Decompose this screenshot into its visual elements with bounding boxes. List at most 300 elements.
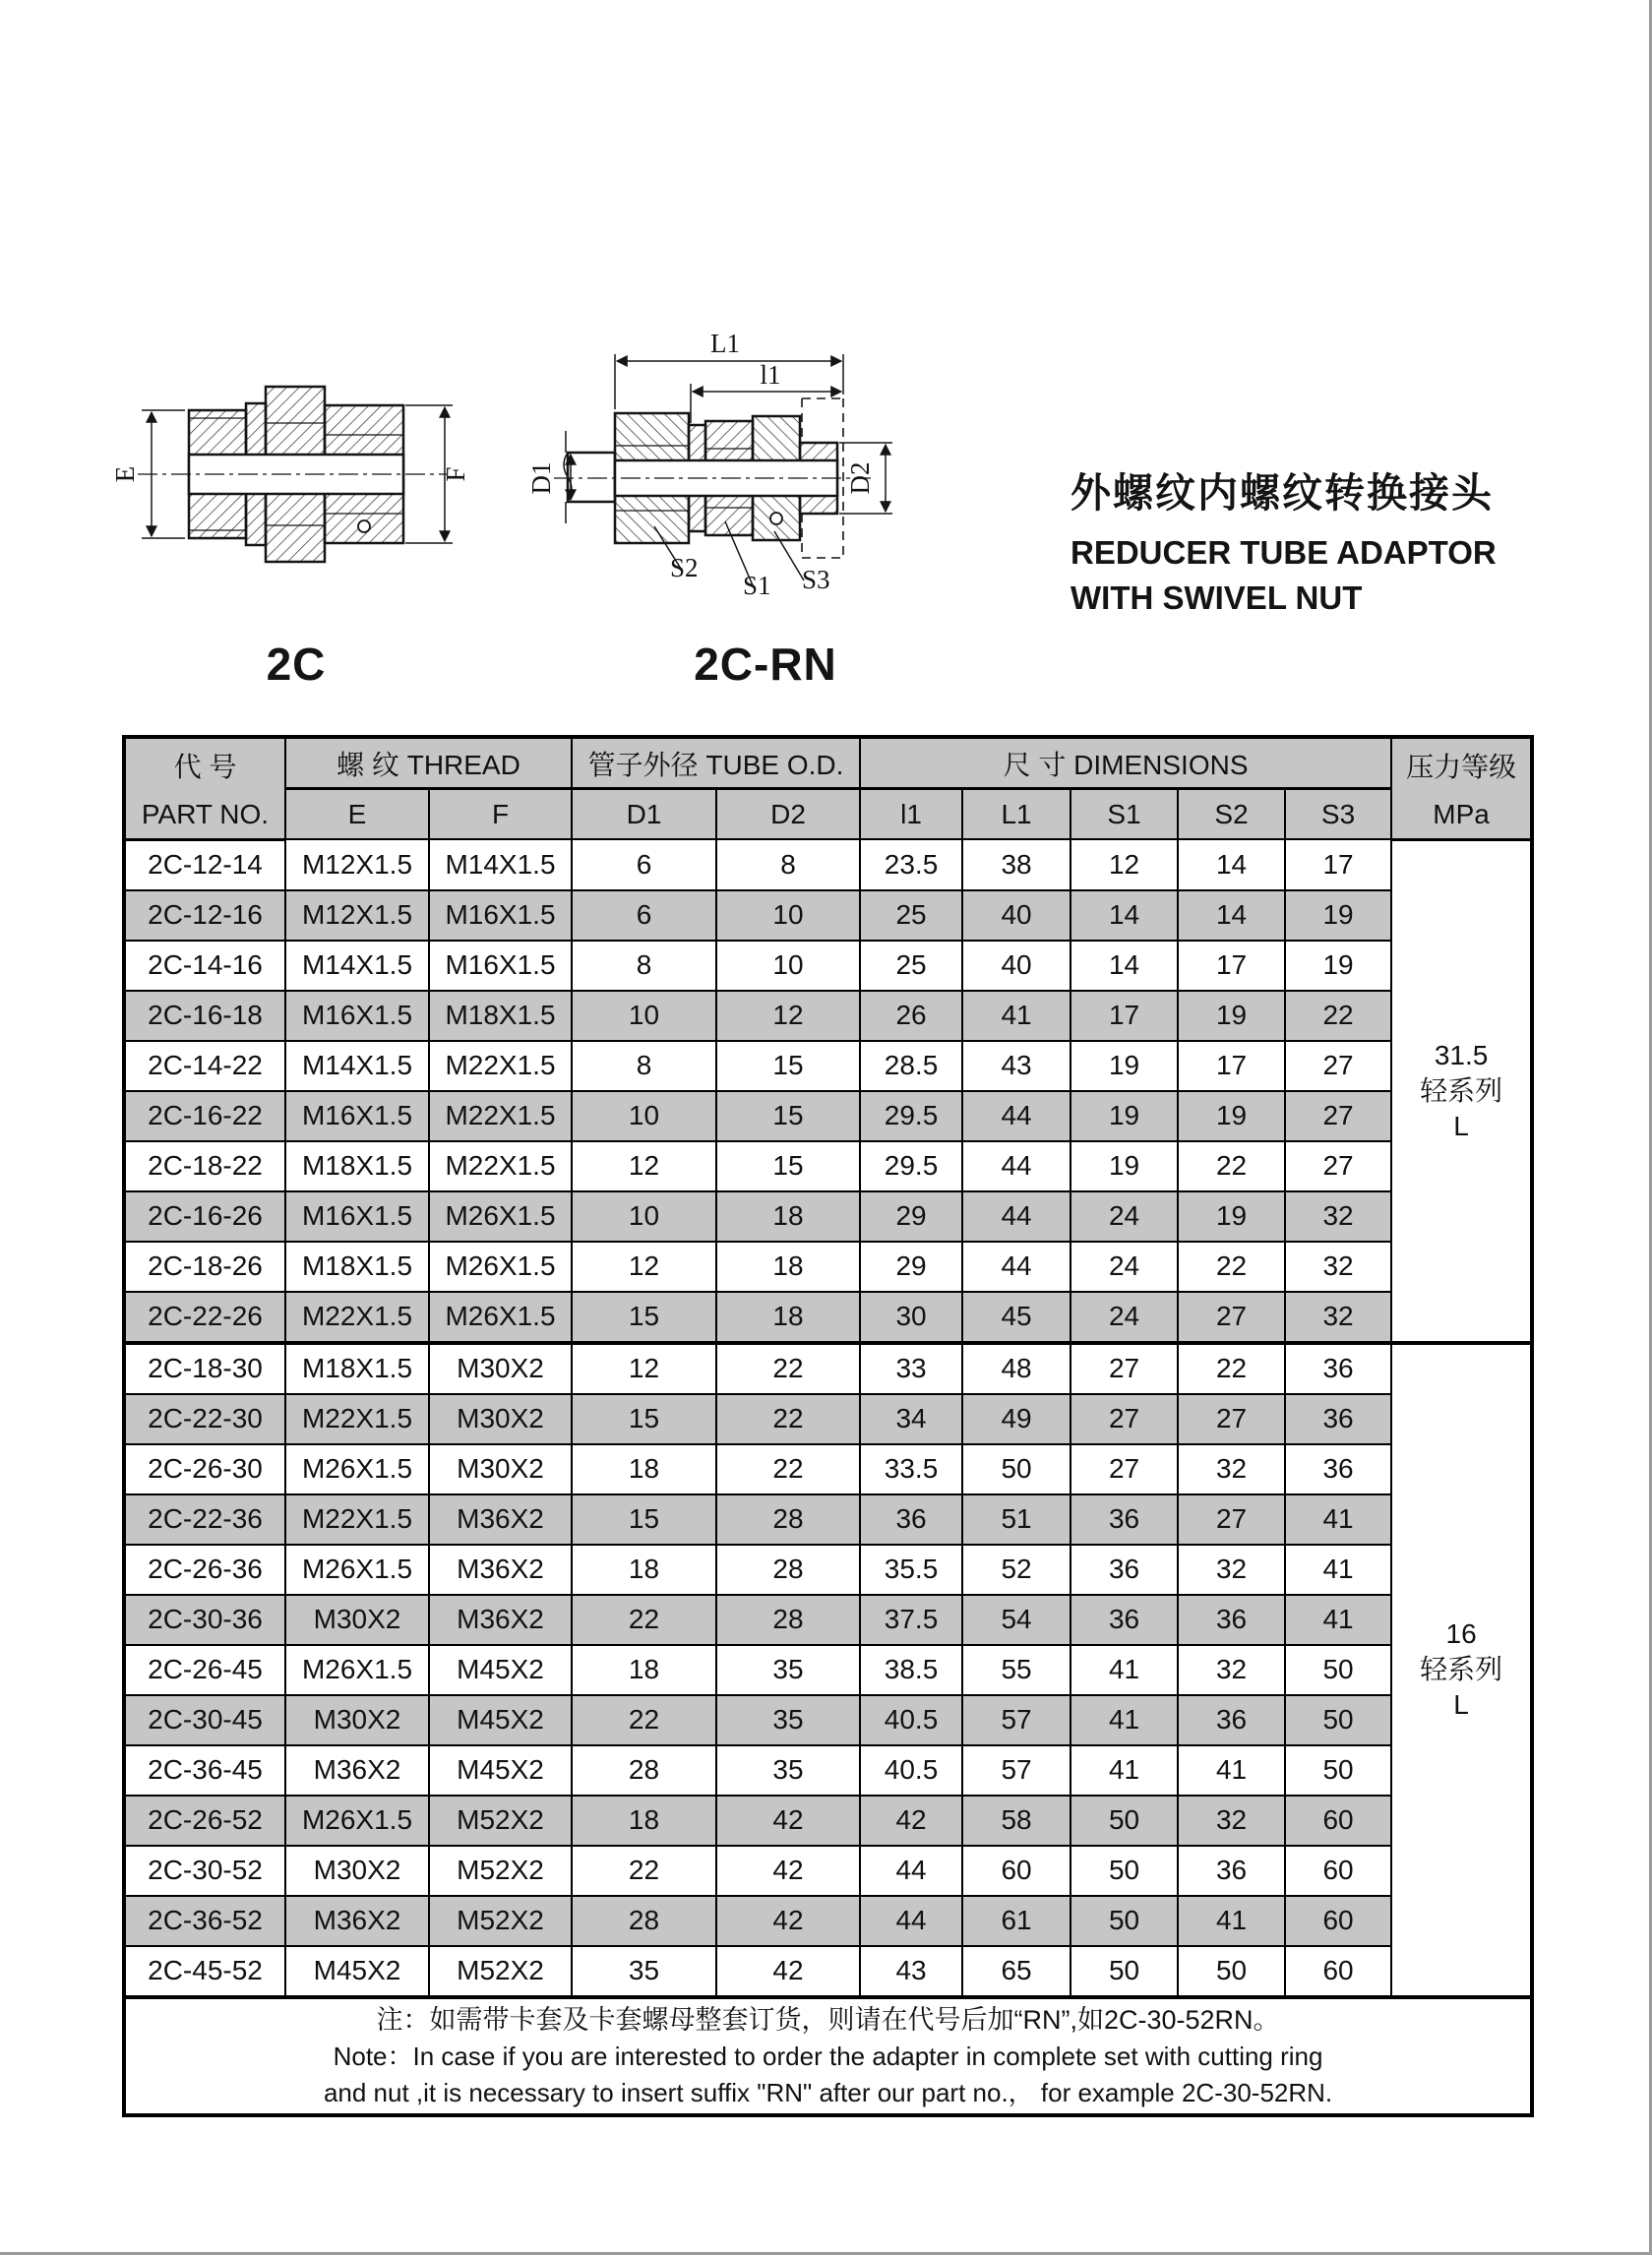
cell-L1: 45 xyxy=(962,1292,1071,1343)
cell-s3: 50 xyxy=(1285,1745,1391,1796)
dim-label-e: E xyxy=(110,465,140,483)
cell-s1: 14 xyxy=(1071,941,1178,991)
cell-d2: 15 xyxy=(716,1041,860,1091)
cell-d1: 28 xyxy=(572,1745,716,1796)
drawing-2c xyxy=(98,325,482,620)
cell-part_no: 2C-30-36 xyxy=(124,1595,285,1645)
cell-l1: 29 xyxy=(860,1191,962,1242)
cell-l1: 36 xyxy=(860,1494,962,1545)
cell-part_no: 2C-26-52 xyxy=(124,1796,285,1846)
cell-l1: 37.5 xyxy=(860,1595,962,1645)
cell-part_no: 2C-36-45 xyxy=(124,1745,285,1796)
cell-e: M30X2 xyxy=(285,1595,429,1645)
table-row xyxy=(124,1545,1532,1595)
header-part-no-zh: 代 号 xyxy=(173,752,237,783)
cell-e: M16X1.5 xyxy=(285,1191,429,1242)
cell-l1: 34 xyxy=(860,1394,962,1444)
header-dimensions: 尺 寸 DIMENSIONS xyxy=(860,737,1391,789)
cell-e: M36X2 xyxy=(285,1745,429,1796)
cell-s2: 32 xyxy=(1178,1645,1285,1695)
cell-s1: 50 xyxy=(1071,1846,1178,1896)
cell-L1: 44 xyxy=(962,1242,1071,1292)
cell-e: M14X1.5 xyxy=(285,1041,429,1091)
cell-e: M36X2 xyxy=(285,1896,429,1946)
cell-f: M36X2 xyxy=(429,1494,572,1545)
cell-l1: 30 xyxy=(860,1292,962,1343)
cell-part_no: 2C-18-30 xyxy=(124,1343,285,1394)
dim-label-s3: S3 xyxy=(802,565,830,594)
cell-f: M26X1.5 xyxy=(429,1292,572,1343)
table-row xyxy=(124,839,1532,890)
cell-L1: 57 xyxy=(962,1695,1071,1745)
cell-s3: 41 xyxy=(1285,1595,1391,1645)
table-row xyxy=(124,1846,1532,1896)
cell-d1: 10 xyxy=(572,1091,716,1141)
subheader-l1: l1 xyxy=(860,789,962,840)
cell-L1: 58 xyxy=(962,1796,1071,1846)
cell-f: M26X1.5 xyxy=(429,1242,572,1292)
dim-l1-cap xyxy=(615,354,843,409)
cell-e: M18X1.5 xyxy=(285,1141,429,1191)
cell-L1: 44 xyxy=(962,1191,1071,1242)
cell-L1: 40 xyxy=(962,890,1071,941)
cell-d1: 18 xyxy=(572,1444,716,1494)
cell-s3: 36 xyxy=(1285,1343,1391,1394)
cell-d1: 18 xyxy=(572,1645,716,1695)
cell-s3: 32 xyxy=(1285,1191,1391,1242)
cell-d2: 28 xyxy=(716,1494,860,1545)
cell-f: M26X1.5 xyxy=(429,1191,572,1242)
table-row xyxy=(124,1394,1532,1444)
cell-s2: 27 xyxy=(1178,1292,1285,1343)
cell-s2: 14 xyxy=(1178,839,1285,890)
dim-label-L1: L1 xyxy=(710,329,740,358)
cell-s3: 19 xyxy=(1285,890,1391,941)
cell-s2: 27 xyxy=(1178,1394,1285,1444)
cell-s3: 17 xyxy=(1285,839,1391,890)
cell-e: M26X1.5 xyxy=(285,1545,429,1595)
cell-part_no: 2C-30-52 xyxy=(124,1846,285,1896)
table-row xyxy=(124,890,1532,941)
cell-d2: 42 xyxy=(716,1796,860,1846)
cell-d2: 8 xyxy=(716,839,860,890)
cell-s1: 36 xyxy=(1071,1595,1178,1645)
cell-d2: 18 xyxy=(716,1191,860,1242)
cell-d2: 15 xyxy=(716,1141,860,1191)
cell-e: M16X1.5 xyxy=(285,991,429,1041)
cell-l1: 38.5 xyxy=(860,1645,962,1695)
cell-s1: 19 xyxy=(1071,1041,1178,1091)
table-row xyxy=(124,1645,1532,1695)
cell-s1: 36 xyxy=(1071,1494,1178,1545)
cell-s3: 27 xyxy=(1285,1141,1391,1191)
cell-s2: 41 xyxy=(1178,1745,1285,1796)
cell-s3: 36 xyxy=(1285,1394,1391,1444)
cell-part_no: 2C-45-52 xyxy=(124,1946,285,1997)
cell-part_no: 2C-14-22 xyxy=(124,1041,285,1091)
cell-L1: 51 xyxy=(962,1494,1071,1545)
cell-l1: 33 xyxy=(860,1343,962,1394)
cell-L1: 52 xyxy=(962,1545,1071,1595)
table-row xyxy=(124,1292,1532,1343)
cell-L1: 44 xyxy=(962,1141,1071,1191)
cell-d2: 10 xyxy=(716,890,860,941)
cell-l1: 43 xyxy=(860,1946,962,1997)
cell-d2: 12 xyxy=(716,991,860,1041)
dim-label-f: F xyxy=(441,466,470,482)
cell-L1: 65 xyxy=(962,1946,1071,1997)
cell-l1: 42 xyxy=(860,1796,962,1846)
dim-label-s2: S2 xyxy=(670,553,699,582)
cell-part_no: 2C-16-18 xyxy=(124,991,285,1041)
dim-label-d1: D1 xyxy=(526,461,556,495)
cell-L1: 40 xyxy=(962,941,1071,991)
note-row xyxy=(124,1997,1532,2115)
cell-part_no: 2C-22-30 xyxy=(124,1394,285,1444)
cell-s2: 36 xyxy=(1178,1695,1285,1745)
cell-d1: 12 xyxy=(572,1343,716,1394)
cell-s3: 50 xyxy=(1285,1645,1391,1695)
cell-d1: 18 xyxy=(572,1796,716,1846)
cell-f: M52X2 xyxy=(429,1946,572,1997)
cell-f: M14X1.5 xyxy=(429,839,572,890)
cell-f: M30X2 xyxy=(429,1394,572,1444)
cell-L1: 44 xyxy=(962,1091,1071,1141)
cell-s1: 24 xyxy=(1071,1292,1178,1343)
cell-d1: 22 xyxy=(572,1695,716,1745)
cell-f: M16X1.5 xyxy=(429,941,572,991)
cell-d1: 6 xyxy=(572,839,716,890)
pressure-line: L xyxy=(1453,1689,1469,1720)
cell-s2: 17 xyxy=(1178,1041,1285,1091)
cell-part_no: 2C-12-14 xyxy=(124,839,285,890)
cell-e: M22X1.5 xyxy=(285,1494,429,1545)
cell-s2: 50 xyxy=(1178,1946,1285,1997)
cell-d2: 42 xyxy=(716,1896,860,1946)
note-line-en1: Note：In case if you are interested to order the adapter in complete set with cutting ring xyxy=(333,2041,1323,2071)
note-cell xyxy=(124,1997,1532,2115)
cell-s2: 32 xyxy=(1178,1796,1285,1846)
cell-s3: 50 xyxy=(1285,1695,1391,1745)
table-row xyxy=(124,1343,1532,1394)
cell-d1: 35 xyxy=(572,1946,716,1997)
cell-d1: 28 xyxy=(572,1896,716,1946)
cell-part_no: 2C-22-36 xyxy=(124,1494,285,1545)
cell-part_no: 2C-16-22 xyxy=(124,1091,285,1141)
cell-f: M52X2 xyxy=(429,1796,572,1846)
cell-s2: 41 xyxy=(1178,1896,1285,1946)
cell-s1: 24 xyxy=(1071,1191,1178,1242)
cell-s3: 19 xyxy=(1285,941,1391,991)
cell-part_no: 2C-22-26 xyxy=(124,1292,285,1343)
subheader-d2: D2 xyxy=(716,789,860,840)
pressure-line: 轻系列 xyxy=(1420,1074,1503,1106)
cell-s2: 19 xyxy=(1178,1191,1285,1242)
cell-s1: 41 xyxy=(1071,1745,1178,1796)
cell-d2: 15 xyxy=(716,1091,860,1141)
cell-d2: 28 xyxy=(716,1545,860,1595)
cell-d1: 12 xyxy=(572,1141,716,1191)
cell-d2: 42 xyxy=(716,1846,860,1896)
cell-s2: 32 xyxy=(1178,1444,1285,1494)
pressure-line: L xyxy=(1453,1110,1469,1141)
cell-L1: 48 xyxy=(962,1343,1071,1394)
cell-e: M12X1.5 xyxy=(285,839,429,890)
table-row xyxy=(124,1745,1532,1796)
cell-d2: 22 xyxy=(716,1394,860,1444)
cell-s3: 60 xyxy=(1285,1846,1391,1896)
header-part-no-en: PART NO. xyxy=(141,799,270,830)
cell-L1: 57 xyxy=(962,1745,1071,1796)
cell-L1: 61 xyxy=(962,1896,1071,1946)
cell-s1: 50 xyxy=(1071,1896,1178,1946)
cell-e: M12X1.5 xyxy=(285,890,429,941)
cell-s1: 27 xyxy=(1071,1394,1178,1444)
cell-f: M45X2 xyxy=(429,1745,572,1796)
title-english-line2: WITH SWIVEL NUT xyxy=(1071,579,1363,616)
cell-part_no: 2C-36-52 xyxy=(124,1896,285,1946)
cell-s1: 27 xyxy=(1071,1343,1178,1394)
cell-part_no: 2C-30-45 xyxy=(124,1695,285,1745)
cell-f: M22X1.5 xyxy=(429,1141,572,1191)
cell-s2: 22 xyxy=(1178,1242,1285,1292)
cell-l1: 28.5 xyxy=(860,1041,962,1091)
cell-e: M30X2 xyxy=(285,1846,429,1896)
cell-d2: 42 xyxy=(716,1946,860,1997)
dim-label-l1: l1 xyxy=(760,360,781,390)
cell-e: M22X1.5 xyxy=(285,1292,429,1343)
cell-l1: 40.5 xyxy=(860,1695,962,1745)
cell-f: M22X1.5 xyxy=(429,1041,572,1091)
cell-e: M26X1.5 xyxy=(285,1796,429,1846)
cell-L1: 54 xyxy=(962,1595,1071,1645)
cell-s3: 41 xyxy=(1285,1494,1391,1545)
note-line-en2: and nut ,it is necessary to insert suffix "RN" after our part no.， for example 2C-30-52RN. xyxy=(323,2077,1333,2107)
cell-e: M16X1.5 xyxy=(285,1091,429,1141)
table-row xyxy=(124,991,1532,1041)
cell-s1: 50 xyxy=(1071,1946,1178,1997)
subheader-L1: L1 xyxy=(962,789,1071,840)
table-row xyxy=(124,1896,1532,1946)
cell-L1: 55 xyxy=(962,1645,1071,1695)
cell-d2: 22 xyxy=(716,1444,860,1494)
cell-s3: 36 xyxy=(1285,1444,1391,1494)
cell-e: M26X1.5 xyxy=(285,1645,429,1695)
cell-f: M30X2 xyxy=(429,1444,572,1494)
cell-f: M22X1.5 xyxy=(429,1091,572,1141)
cell-d1: 18 xyxy=(572,1545,716,1595)
subheader-s2: S2 xyxy=(1178,789,1285,840)
cell-d2: 35 xyxy=(716,1645,860,1695)
cell-d1: 15 xyxy=(572,1394,716,1444)
cell-d2: 28 xyxy=(716,1595,860,1645)
cell-f: M18X1.5 xyxy=(429,991,572,1041)
cell-d2: 18 xyxy=(716,1242,860,1292)
cell-f: M52X2 xyxy=(429,1846,572,1896)
cell-s3: 41 xyxy=(1285,1545,1391,1595)
cell-s3: 27 xyxy=(1285,1041,1391,1091)
header-pressure xyxy=(1391,737,1532,839)
table-row xyxy=(124,1141,1532,1191)
cell-s2: 14 xyxy=(1178,890,1285,941)
cell-part_no: 2C-14-16 xyxy=(124,941,285,991)
cell-s3: 27 xyxy=(1285,1091,1391,1141)
spec-table xyxy=(122,735,1534,2117)
cell-d2: 22 xyxy=(716,1343,860,1394)
cell-s2: 36 xyxy=(1178,1846,1285,1896)
cell-s1: 36 xyxy=(1071,1545,1178,1595)
cell-s2: 22 xyxy=(1178,1141,1285,1191)
cell-d1: 10 xyxy=(572,991,716,1041)
pressure-line: 轻系列 xyxy=(1420,1654,1503,1684)
cell-part_no: 2C-26-45 xyxy=(124,1645,285,1695)
cell-d1: 8 xyxy=(572,1041,716,1091)
cell-d2: 18 xyxy=(716,1292,860,1343)
cell-s1: 50 xyxy=(1071,1796,1178,1846)
cell-e: M22X1.5 xyxy=(285,1394,429,1444)
cell-l1: 29.5 xyxy=(860,1091,962,1141)
cell-d1: 6 xyxy=(572,890,716,941)
cell-d1: 22 xyxy=(572,1595,716,1645)
cell-s2: 22 xyxy=(1178,1343,1285,1394)
cell-e: M18X1.5 xyxy=(285,1242,429,1292)
subheader-f: F xyxy=(429,789,572,840)
cell-l1: 44 xyxy=(860,1846,962,1896)
subheader-d1: D1 xyxy=(572,789,716,840)
cell-s2: 27 xyxy=(1178,1494,1285,1545)
subheader-s3: S3 xyxy=(1285,789,1391,840)
cell-s2: 32 xyxy=(1178,1545,1285,1595)
header-part-no xyxy=(124,737,285,839)
cell-d1: 15 xyxy=(572,1292,716,1343)
cell-d1: 8 xyxy=(572,941,716,991)
table-row xyxy=(124,1595,1532,1645)
cell-e: M45X2 xyxy=(285,1946,429,1997)
cell-d2: 35 xyxy=(716,1745,860,1796)
cell-d1: 15 xyxy=(572,1494,716,1545)
cell-l1: 29.5 xyxy=(860,1141,962,1191)
pressure-rating-cell xyxy=(1391,839,1532,1343)
cell-l1: 23.5 xyxy=(860,839,962,890)
cell-e: M18X1.5 xyxy=(285,1343,429,1394)
note-line-zh: 注：如需带卡套及卡套螺母整套订货，则请在代号后加“RN”,如2C-30-52RN。 xyxy=(376,2004,1280,2035)
table-row xyxy=(124,1946,1532,1997)
table-row xyxy=(124,1191,1532,1242)
title-block xyxy=(1071,460,1497,621)
cell-f: M16X1.5 xyxy=(429,890,572,941)
cell-f: M45X2 xyxy=(429,1645,572,1695)
table-row xyxy=(124,1242,1532,1292)
cell-s2: 36 xyxy=(1178,1595,1285,1645)
cell-l1: 25 xyxy=(860,890,962,941)
header-pressure-en: MPa xyxy=(1433,799,1490,830)
cell-L1: 49 xyxy=(962,1394,1071,1444)
cell-l1: 25 xyxy=(860,941,962,991)
cell-s3: 60 xyxy=(1285,1796,1391,1846)
cell-s3: 60 xyxy=(1285,1946,1391,1997)
cell-e: M26X1.5 xyxy=(285,1444,429,1494)
table-row xyxy=(124,1494,1532,1545)
cell-L1: 60 xyxy=(962,1846,1071,1896)
cell-d2: 10 xyxy=(716,941,860,991)
cell-l1: 29 xyxy=(860,1242,962,1292)
cell-L1: 50 xyxy=(962,1444,1071,1494)
cell-s2: 17 xyxy=(1178,941,1285,991)
cell-s2: 19 xyxy=(1178,991,1285,1041)
figure-label-2c: 2C xyxy=(266,639,327,690)
cell-d1: 12 xyxy=(572,1242,716,1292)
cell-s3: 32 xyxy=(1285,1242,1391,1292)
cell-l1: 33.5 xyxy=(860,1444,962,1494)
pressure-rating-cell xyxy=(1391,1343,1532,1997)
table-row xyxy=(124,1796,1532,1846)
cell-d1: 10 xyxy=(572,1191,716,1242)
cell-f: M52X2 xyxy=(429,1896,572,1946)
cell-s1: 41 xyxy=(1071,1645,1178,1695)
cell-l1: 35.5 xyxy=(860,1545,962,1595)
table-row xyxy=(124,1695,1532,1745)
cell-l1: 26 xyxy=(860,991,962,1041)
cell-l1: 40.5 xyxy=(860,1745,962,1796)
cell-part_no: 2C-18-26 xyxy=(124,1242,285,1292)
cell-L1: 41 xyxy=(962,991,1071,1041)
cell-s3: 22 xyxy=(1285,991,1391,1041)
dim-label-d2: D2 xyxy=(845,461,875,495)
title-chinese: 外螺纹内螺纹转换接头 xyxy=(1071,470,1494,516)
cell-d1: 22 xyxy=(572,1846,716,1896)
dim-label-s1: S1 xyxy=(743,571,771,600)
cell-f: M36X2 xyxy=(429,1545,572,1595)
cell-s1: 19 xyxy=(1071,1091,1178,1141)
title-english-line1: REDUCER TUBE ADAPTOR xyxy=(1071,534,1497,571)
subheader-e: E xyxy=(285,789,429,840)
cell-l1: 44 xyxy=(860,1896,962,1946)
cell-part_no: 2C-26-30 xyxy=(124,1444,285,1494)
cell-L1: 43 xyxy=(962,1041,1071,1091)
cell-s1: 27 xyxy=(1071,1444,1178,1494)
pressure-line: 31.5 xyxy=(1434,1039,1489,1070)
cell-part_no: 2C-26-36 xyxy=(124,1545,285,1595)
table-row xyxy=(124,1091,1532,1141)
cell-s3: 60 xyxy=(1285,1896,1391,1946)
cell-s1: 12 xyxy=(1071,839,1178,890)
cell-s1: 19 xyxy=(1071,1141,1178,1191)
figure-label-2c-rn: 2C-RN xyxy=(694,639,837,690)
cell-s3: 32 xyxy=(1285,1292,1391,1343)
cell-s1: 41 xyxy=(1071,1695,1178,1745)
subheader-s1: S1 xyxy=(1071,789,1178,840)
cell-s2: 19 xyxy=(1178,1091,1285,1141)
table-row xyxy=(124,1444,1532,1494)
cell-part_no: 2C-16-26 xyxy=(124,1191,285,1242)
cell-L1: 38 xyxy=(962,839,1071,890)
table-row xyxy=(124,941,1532,991)
cell-part_no: 2C-18-22 xyxy=(124,1141,285,1191)
pressure-line: 16 xyxy=(1445,1618,1477,1649)
cell-s1: 24 xyxy=(1071,1242,1178,1292)
cell-s1: 14 xyxy=(1071,890,1178,941)
cell-e: M14X1.5 xyxy=(285,941,429,991)
cell-f: M36X2 xyxy=(429,1595,572,1645)
cell-d2: 35 xyxy=(716,1695,860,1745)
table-row xyxy=(124,1041,1532,1091)
header-pressure-zh: 压力等级 xyxy=(1406,752,1517,783)
cell-s1: 17 xyxy=(1071,991,1178,1041)
cell-f: M45X2 xyxy=(429,1695,572,1745)
cell-f: M30X2 xyxy=(429,1343,572,1394)
header-thread: 螺 纹 THREAD xyxy=(285,737,572,789)
drawing-2c-rn xyxy=(448,285,900,625)
